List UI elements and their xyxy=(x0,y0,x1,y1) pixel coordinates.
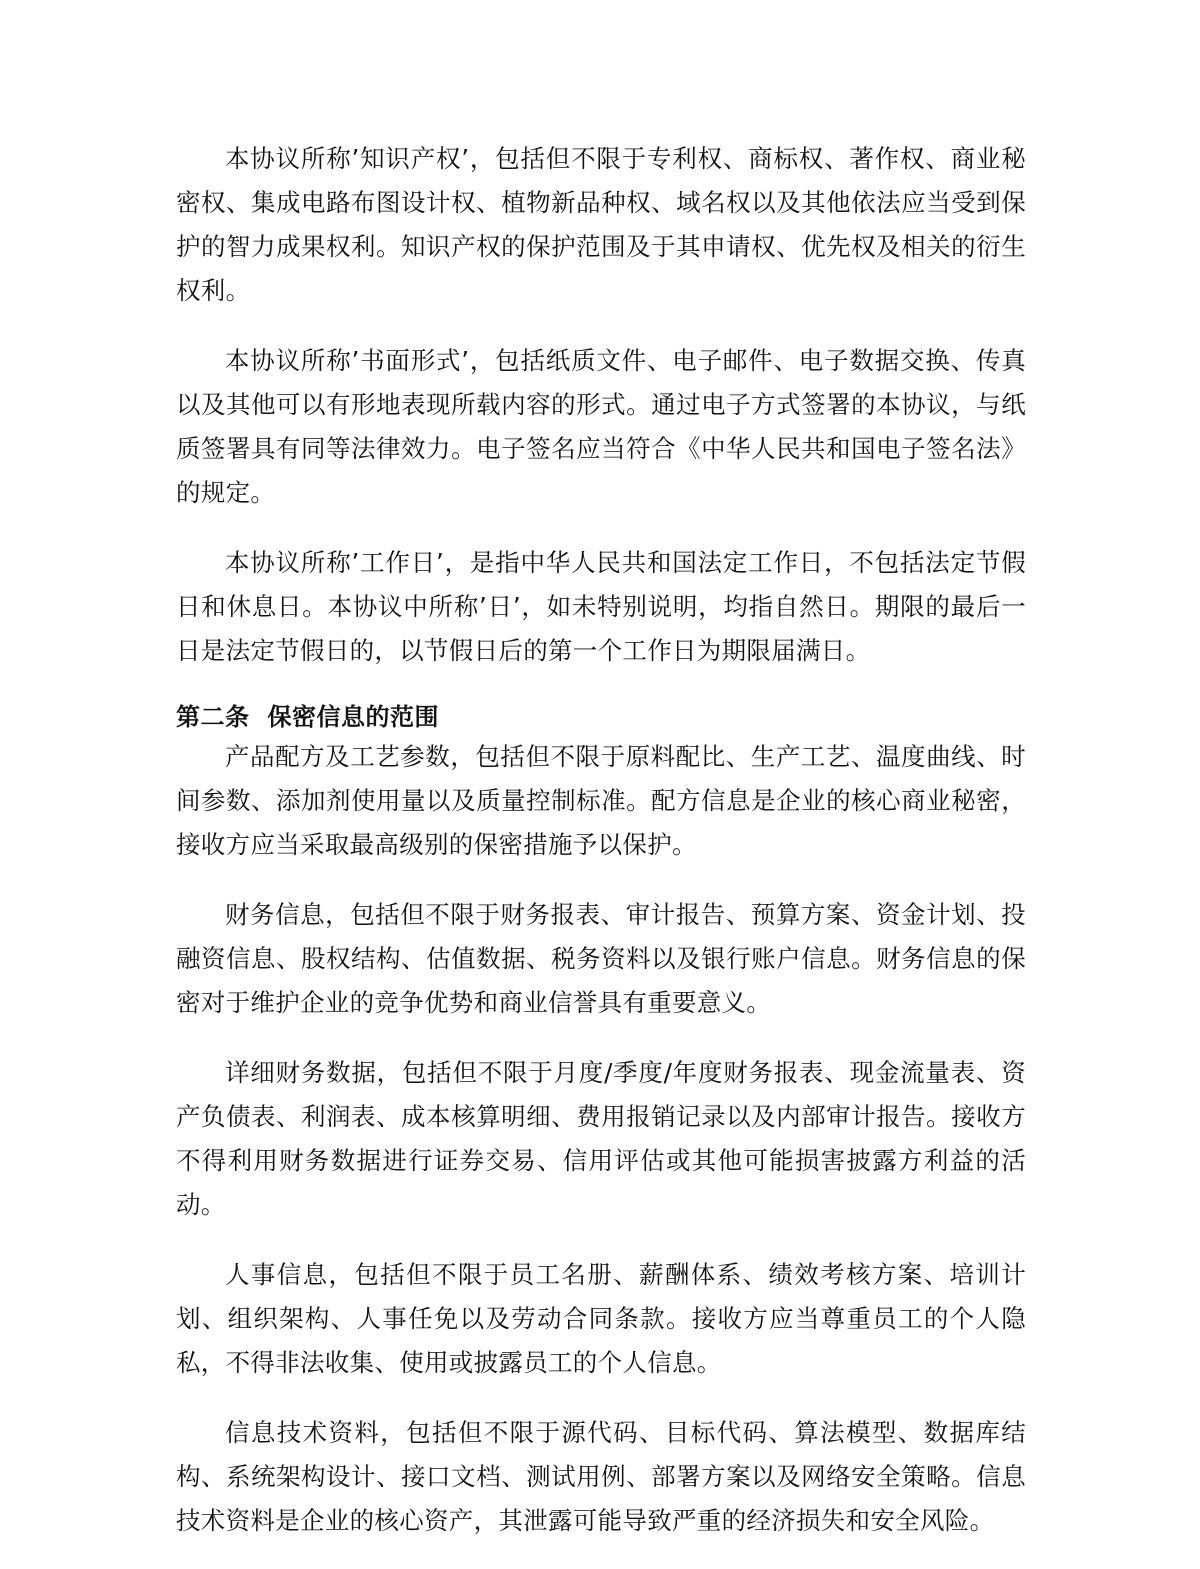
detailed-financial-data-paragraph: 详细财务数据，包括但不限于月度/季度/年度财务报表、现金流量表、资产负债表、利润表、成本核算明细、费用报销记录以及内部审计报告。接收方不得利用财务数据进行证券交易、信用评估或其他可能损害披露方利益的活动。 xyxy=(176,1058,1026,1219)
it-materials-paragraph: 信息技术资料，包括但不限于源代码、目标代码、算法模型、数据库结构、系统架构设计、接口文档、测试用例、部署方案以及网络安全策略。信息技术资料是企业的核心资产，其泄露可能导致严重的经济损失和安全风险。 xyxy=(176,1418,1026,1535)
financial-info-paragraph: 财务信息，包括但不限于财务报表、审计报告、预算方案、资金计划、投融资信息、股权结构、估值数据、税务资料以及银行账户信息。财务信息的保密对于维护企业的竞争优势和商业信誉具有重要意义。 xyxy=(176,900,1026,1017)
definition-written-form-paragraph: 本协议所称’书面形式’，包括纸质文件、电子邮件、电子数据交换、传真以及其他可以有形地表现所载内容的形式。通过电子方式签署的本协议，与纸质签署具有同等法律效力。电子签名应当符合《中华人民共和国电子签名法》的规定。 xyxy=(176,346,1026,507)
article-2-heading xyxy=(176,699,1026,735)
definition-workday-paragraph: 本协议所称’工作日’，是指中华人民共和国法定工作日，不包括法定节假日和休息日。本协议中所称’日’，如未特别说明，均指自然日。期限的最后一日是法定节假日的，以节假日后的第一个工作日为期限届满日。 xyxy=(176,548,1026,665)
definition-ip-paragraph: 本协议所称’知识产权’，包括但不限于专利权、商标权、著作权、商业秘密权、集成电路布图设计权、植物新品种权、域名权以及其他依法应当受到保护的智力成果权利。知识产权的保护范围及于其申请权、优先权及相关的衍生权利。 xyxy=(176,144,1026,305)
personnel-info-paragraph: 人事信息，包括但不限于员工名册、薪酬体系、绩效考核方案、培训计划、组织架构、人事任免以及劳动合同条款。接收方应当尊重员工的个人隐私，不得非法收集、使用或披露员工的个人信息。 xyxy=(176,1260,1026,1377)
formula-info-paragraph: 产品配方及工艺参数，包括但不限于原料配比、生产工艺、温度曲线、时间参数、添加剂使用量以及质量控制标准。配方信息是企业的核心商业秘密，接收方应当采取最高级别的保密措施予以保护。 xyxy=(176,742,1026,859)
article-2-number: 第二条 xyxy=(176,703,250,731)
document-page xyxy=(176,137,1026,1569)
article-2-title: 保密信息的范围 xyxy=(267,703,439,731)
